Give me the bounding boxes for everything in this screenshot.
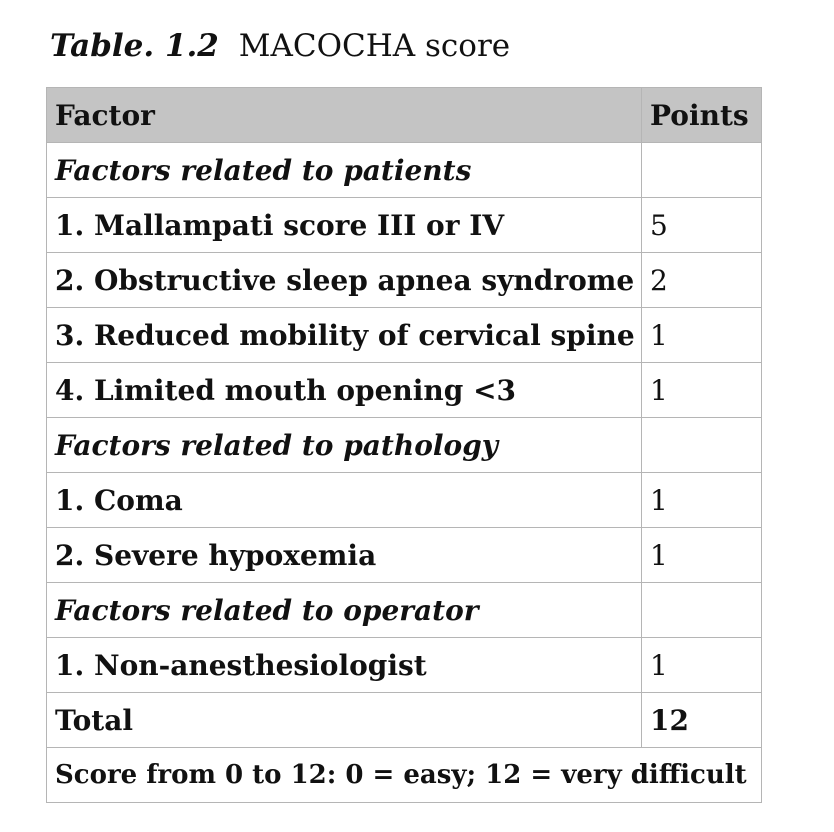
table-row bbox=[47, 198, 762, 253]
group-row-operator bbox=[47, 583, 762, 638]
factor-cell: 2. Obstructive sleep apnea syndrome bbox=[47, 253, 642, 308]
group-row-pathology bbox=[47, 418, 762, 473]
factor-cell: 1. Non-anesthesiologist bbox=[47, 638, 642, 693]
factor-cell: 4. Limited mouth opening <3 bbox=[47, 363, 642, 418]
group-row-patients bbox=[47, 143, 762, 198]
footnote-row bbox=[47, 748, 762, 803]
total-row bbox=[47, 693, 762, 748]
table-row bbox=[47, 638, 762, 693]
factor-cell: 1. Coma bbox=[47, 473, 642, 528]
total-label: Total bbox=[47, 693, 642, 748]
table-row bbox=[47, 253, 762, 308]
points-cell bbox=[642, 418, 762, 473]
column-header-points: Points bbox=[642, 88, 762, 143]
factor-cell: 1. Mallampati score III or IV bbox=[47, 198, 642, 253]
column-header-factor: Factor bbox=[47, 88, 642, 143]
table-caption bbox=[50, 26, 510, 66]
factor-cell: 2. Severe hypoxemia bbox=[47, 528, 642, 583]
macocha-table bbox=[46, 87, 762, 803]
points-cell: 5 bbox=[642, 198, 762, 253]
header-row bbox=[47, 88, 762, 143]
factor-cell: 3. Reduced mobility of cervical spine bbox=[47, 308, 642, 363]
table-row bbox=[47, 363, 762, 418]
points-cell: 1 bbox=[642, 638, 762, 693]
points-cell: 2 bbox=[642, 253, 762, 308]
group-label: Factors related to operator bbox=[47, 583, 642, 638]
points-cell: 1 bbox=[642, 308, 762, 363]
table-title: MACOCHA score bbox=[238, 28, 511, 64]
points-cell: 1 bbox=[642, 473, 762, 528]
total-points: 12 bbox=[642, 693, 762, 748]
table-row bbox=[47, 473, 762, 528]
score-range-note: Score from 0 to 12: 0 = easy; 12 = very difficult bbox=[47, 748, 762, 803]
points-cell bbox=[642, 143, 762, 198]
group-label: Factors related to patients bbox=[47, 143, 642, 198]
points-cell bbox=[642, 583, 762, 638]
table-row bbox=[47, 528, 762, 583]
table-row bbox=[47, 308, 762, 363]
table-number: Table. 1.2 bbox=[50, 28, 219, 64]
points-cell: 1 bbox=[642, 363, 762, 418]
points-cell: 1 bbox=[642, 528, 762, 583]
group-label: Factors related to pathology bbox=[47, 418, 642, 473]
